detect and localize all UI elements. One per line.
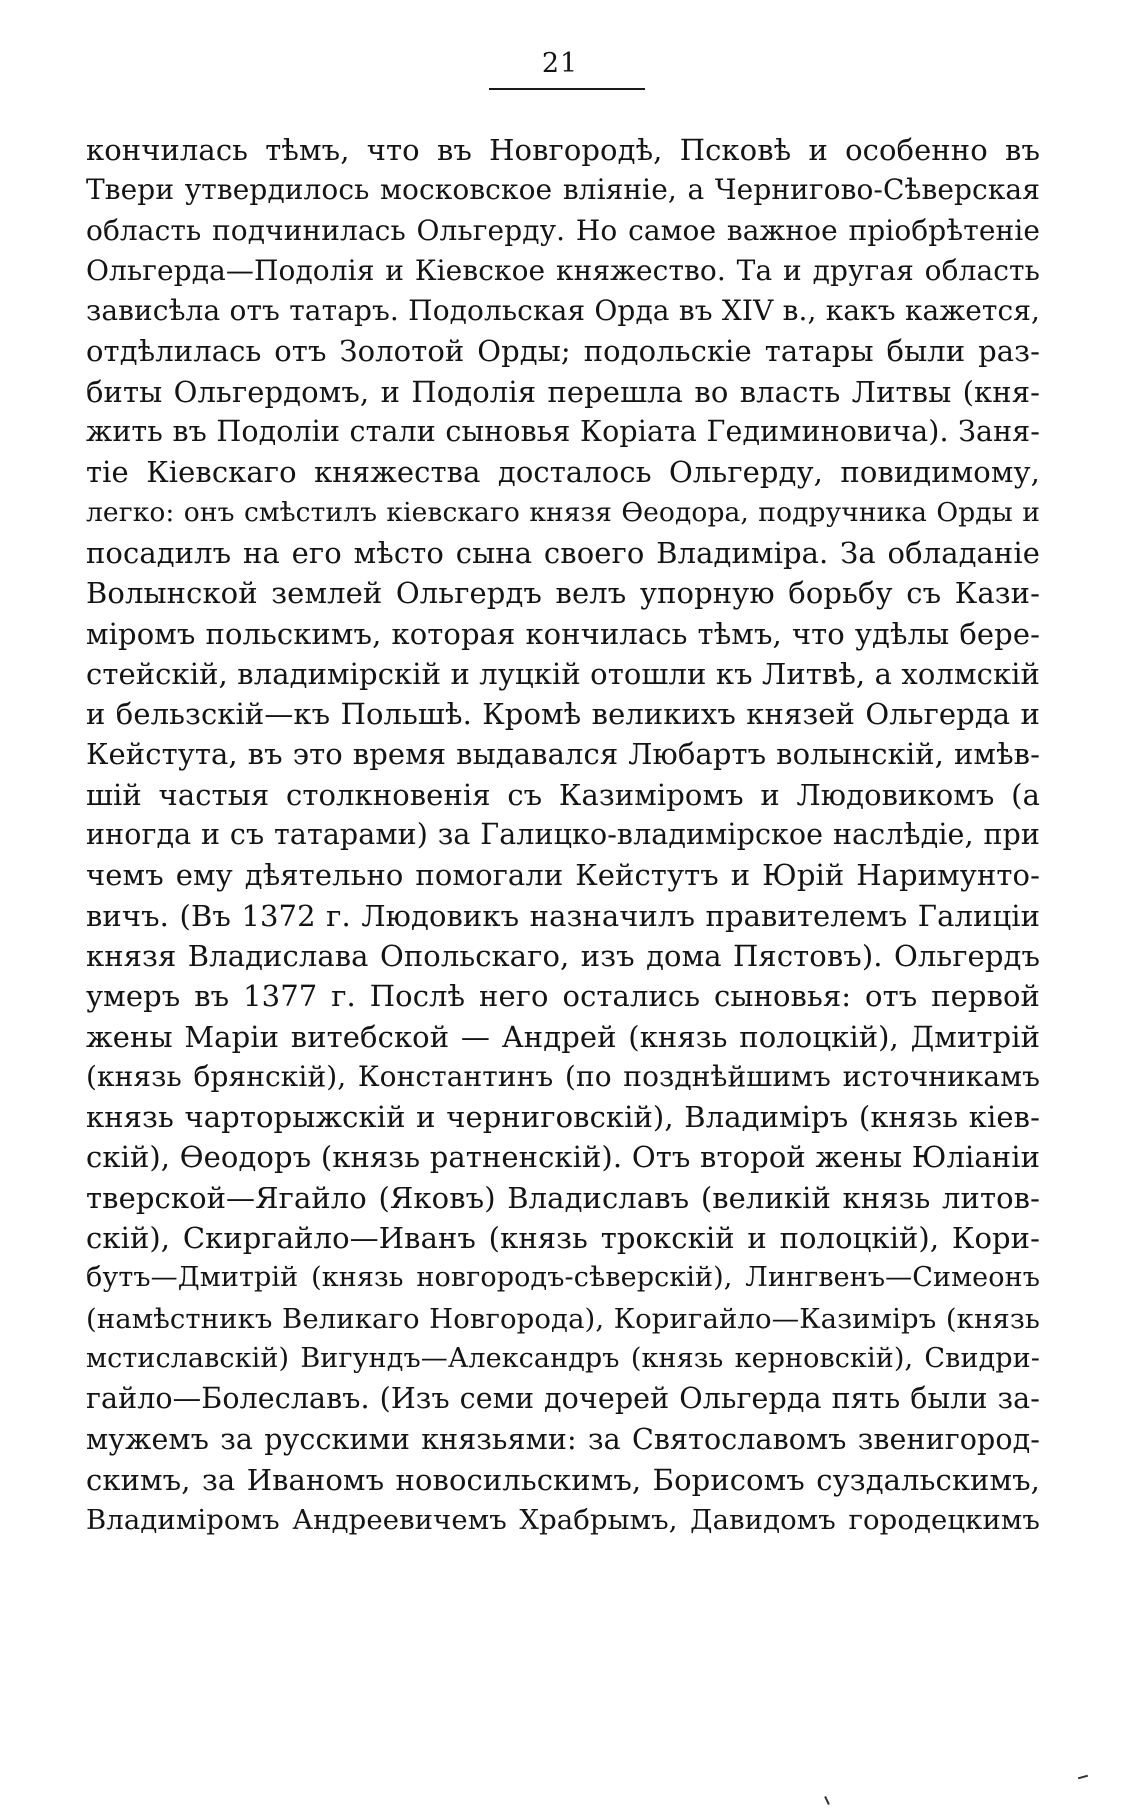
- body-text: [86, 130, 1040, 1540]
- text-line: зависѣла отъ татаръ. Подольская Орда въ XIV в., какъ кажется,: [86, 294, 1040, 328]
- text-line: легко: онъ смѣстилъ кіевскаго князя Ѳеодора, подручника Орды и: [86, 496, 1040, 528]
- text-line: (князь брянскій), Константинъ (по позднѣйшимъ источникамъ: [86, 1059, 1040, 1093]
- text-line: жить въ Подоліи стали сыновья Коріата Гедиминовича). Заня-: [86, 415, 1040, 449]
- text-line: князь чарторыжскій и черниговскій), Владиміръ (князь кіев-: [86, 1100, 1040, 1135]
- page-number-rule: [489, 88, 645, 90]
- scan-speck: [1078, 1775, 1088, 1780]
- text-line: тверской—Ягайло (Яковъ) Владиславъ (великій князь литов-: [86, 1180, 1040, 1215]
- text-line: князя Владислава Опольскаго, изъ дома Пястовъ). Ольгердъ: [86, 938, 1040, 973]
- text-line: жены Маріи витебской — Андрей (князь полоцкій), Дмитрій: [86, 1019, 1040, 1054]
- text-line: тіе Кіевскаго княжества досталось Ольгерду, повидимому,: [86, 455, 1040, 490]
- text-line: Ольгерда—Подолія и Кіевское княжество. Та и другая область: [86, 253, 1040, 287]
- text-line: Владиміромъ Андреевичемъ Храбрымъ, Давидомъ городецкимъ: [86, 1504, 1040, 1537]
- text-line: скимъ, за Иваномъ новосильскимъ, Борисомъ суздальскимъ,: [86, 1462, 1040, 1497]
- text-line: скій), Ѳеодоръ (князь ратненскій). Отъ второй жены Юліаніи: [86, 1140, 1040, 1175]
- text-line: Волынской землей Ольгердъ велъ упорную борьбу съ Кази-: [86, 576, 1040, 611]
- text-line: Твери утвердилось московское вліяніе, а Чернигово-Сѣверская: [86, 173, 1040, 207]
- text-line: (намѣстникъ Великаго Новгорода), Коригайло—Казиміръ (князь: [86, 1302, 1040, 1335]
- text-line: умеръ въ 1377 г. Послѣ него остались сыновья: отъ первой: [86, 979, 1040, 1014]
- text-line: кончилась тѣмъ, что въ Новгородѣ, Псковѣ и особенно въ: [86, 133, 1040, 167]
- text-line: гайло—Болеславъ. (Изъ семи дочерей Ольгерда пять были за-: [86, 1382, 1040, 1416]
- text-line: вичъ. (Въ 1372 г. Людовикъ назначилъ правителемъ Галиціи: [86, 898, 1040, 933]
- text-line: мужемъ за русскими князьями: за Святославомъ звенигород-: [86, 1422, 1040, 1456]
- text-line: шій частыя столкновенія съ Казиміромъ и Людовикомъ (а: [86, 777, 1040, 812]
- page-number: 21: [541, 48, 579, 79]
- text-line: посадилъ на его мѣсто сына своего Владиміра. За обладаніе: [86, 535, 1040, 570]
- text-line: скій), Скиргайло—Иванъ (князь трокскій и полоцкій), Кори-: [86, 1221, 1040, 1256]
- text-line: и бельзскій—къ Польшѣ. Кромѣ великихъ князей Ольгерда и: [86, 697, 1040, 732]
- text-line: чемъ ему дѣятельно помогали Кейстутъ и Юрій Наримунто-: [86, 858, 1040, 893]
- scan-speck: [824, 1796, 830, 1805]
- text-line: иногда и съ татарами) за Галицко-владимірское наслѣдіе, при: [86, 818, 1040, 852]
- text-line: міромъ польскимъ, которая кончилась тѣмъ, что удѣлы бере-: [86, 616, 1040, 651]
- text-line: Кейстута, въ это время выдавался Любартъ волынскій, имѣв-: [86, 737, 1040, 772]
- text-line: мстиславскій) Вигундъ—Александръ (князь керновскій), Свидри-: [86, 1342, 1040, 1374]
- text-line: бутъ—Дмитрій (князь новгородъ-сѣверскій), Лингвенъ—Симеонъ: [86, 1262, 1040, 1294]
- text-line: область подчинилась Ольгерду. Но самое важное пріобрѣтеніе: [86, 213, 1040, 247]
- text-line: стейскій, владимірскій и луцкій отошли къ Литвѣ, а холмскій: [86, 656, 1040, 691]
- text-line: отдѣлилась отъ Золотой Орды; подольскіе татары были раз-: [86, 334, 1040, 369]
- text-line: биты Ольгердомъ, и Подолія перешла во власть Литвы (кня-: [86, 374, 1040, 409]
